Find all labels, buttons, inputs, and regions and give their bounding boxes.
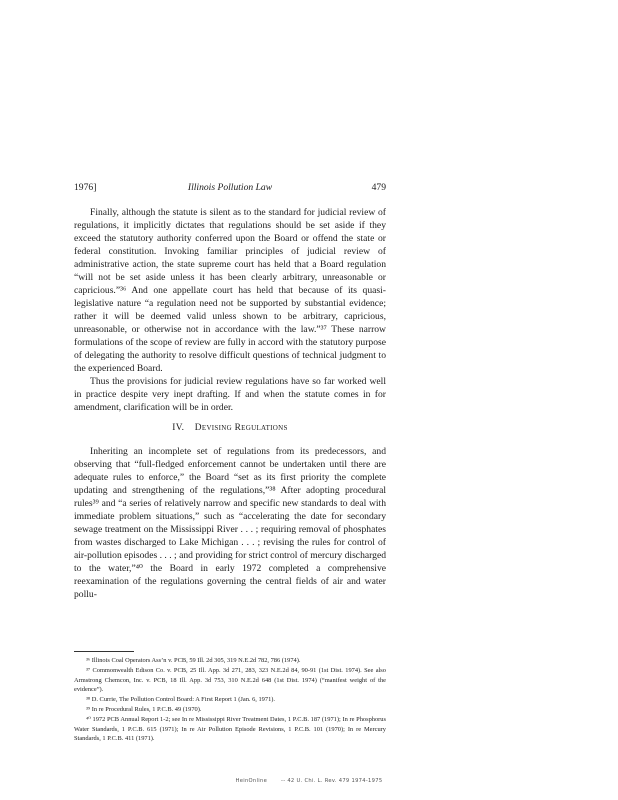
footnote: ³⁹ In re Procedural Rules, 1 P.C.B. 49 (1970). (86, 705, 202, 713)
paragraph: Finally, although the statute is silent as to the standard for judicial review of regulations, it implicitly dictates that regulations should be set aside if they exceed the statutory authority conferred upon the Board or offend the state or federal constitution. Invoking familiar principles of judicial review of administrative action, the state supreme court has held that a Board regulation “will not be set aside unless it has been clearly arbitrary, unreasonable or capricious.”³⁶ And one appellate court has held that because of its quasi-legislative nature “a regulation need not be supported by substantial evidence; rather it will be deemed valid unless shown to be arbitrary, capricious, unreasonable, or otherwise not in accordance with the law.”³⁷ These narrow formulations of the scope of review are fully in accord with the statutory purpose of delegating the authority to resolve difficult questions of technical judgment to the experienced Board. (74, 207, 386, 374)
footnote-divider (74, 651, 134, 652)
header-year: 1976] (74, 182, 97, 193)
section-title: Devising Regulations (194, 423, 288, 433)
paragraph: Inheriting an incomplete set of regulations from its predecessors, and observing that “full-fledged enforcement cannot be undertaken until there are adequate rules to enforce,” the Board “set as its first priority the complete updating and strengthening of the regulations,”³⁸ After adopting procedural rules³⁹ and “a series of relatively narrow and specific new standards to deal with immediate problem situations,” such as “accelerating the date for secondary sewage treatment on the Mississippi River . . . ; requiring removal of phosphates from wastes discharged to Lake Michigan . . . ; revising the rules for control of air-pollution episodes . . . ; and providing for strict control of mercury discharged to the water,”⁴⁰ the Board in early 1972 completed a comprehensive reexamination of the regulations governing the central fields of air and water pollu- (74, 446, 386, 600)
main-body (74, 206, 386, 601)
page-footer (0, 778, 618, 784)
running-title: Illinois Pollution Law (187, 182, 273, 193)
footnotes (74, 656, 386, 744)
footnote: ³⁷ Commonwealth Edison Co. v. PCB, 25 Ill. App. 3d 271, 283, 323 N.E.2d 84, 90-91 (1st Dist. 1974). See also Armstrong Chemcon, Inc. v. PCB, 18 Ill. App. 3d 753, 310 N.E.2d 648 (1st Dist. 1974) (“manifest weight of the evidence”). (74, 666, 386, 694)
section-heading (74, 422, 386, 435)
paragraph: Thus the provisions for judicial review regulations have so far worked well in practice despite very inept drafting. If and when the statute comes in for amendment, clarification will be in order. (74, 376, 386, 413)
running-header (74, 182, 386, 196)
page-number: 479 (371, 182, 386, 193)
footnote: ³⁸ D. Currie, The Pollution Control Board: A First Report 1 (Jan. 6, 1971). (86, 696, 275, 704)
section-numeral: IV. (172, 423, 185, 433)
footer-citation: -- 42 U. Chi. L. Rev. 479 1974-1975 (281, 778, 383, 784)
footer-source: HeinOnline (235, 778, 268, 784)
footnote: ⁴⁰ 1972 PCB Annual Report 1-2; see In re Mississippi River Treatment Dates, 1 P.C.B. 187 (1971); In re Phosphorus Water Standards, 1 P.C.B. 615 (1971); In re Air Pollution Episode Revisions, 1 P.C.B. 101 (1970); In re Mercury Standards, 1 P.C.B. 411 (1971). (74, 715, 386, 743)
footnote: ³⁶ Illinois Coal Operators Ass’n v. PCB, 59 Ill. 2d 305, 319 N.E.2d 782, 786 (1974). (86, 657, 301, 664)
